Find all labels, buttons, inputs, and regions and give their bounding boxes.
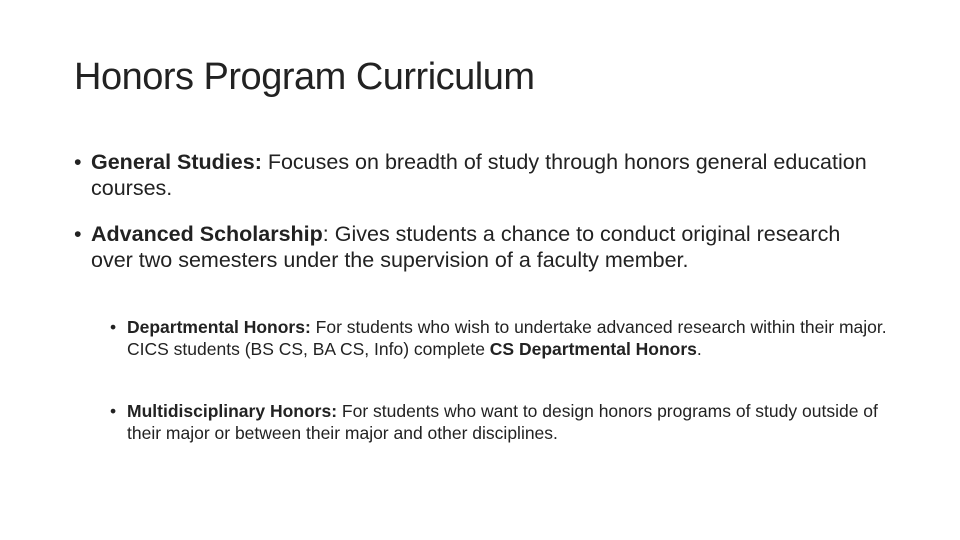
bullet-icon: •	[110, 317, 117, 337]
bullet-advanced-scholarship	[74, 221, 874, 273]
bullet-text: Focuses on breadth of study through honors general education courses.	[91, 150, 867, 200]
bullet-text: .	[696, 339, 702, 359]
bullet-heading: Advanced Scholarship	[91, 222, 323, 246]
sub-bullet-multidisciplinary-honors	[110, 400, 890, 444]
bullet-heading: General Studies:	[91, 150, 262, 174]
bullet-text: For students who wish to undertake advanced research within their major. CICS students (BS CS, BA CS, Info) complete	[127, 317, 887, 359]
bullet-icon: •	[110, 401, 117, 421]
sub-bullet-departmental-honors	[110, 316, 890, 360]
bullet-emphasis: CS Departmental Honors	[489, 339, 697, 359]
bullet-text: For students who want to design honors programs of study outside of their major or between their major and other disciplines.	[127, 401, 878, 443]
bullet-heading: Multidisciplinary Honors:	[127, 401, 338, 421]
slide-title: Honors Program Curriculum	[74, 56, 535, 98]
bullet-icon: •	[74, 150, 82, 174]
bullet-heading: Departmental Honors:	[127, 317, 311, 337]
bullet-icon: •	[74, 222, 82, 246]
bullet-general-studies	[74, 149, 874, 201]
bullet-text: : Gives students a chance to conduct original research over two semesters under the supervision of a faculty member.	[91, 222, 841, 272]
